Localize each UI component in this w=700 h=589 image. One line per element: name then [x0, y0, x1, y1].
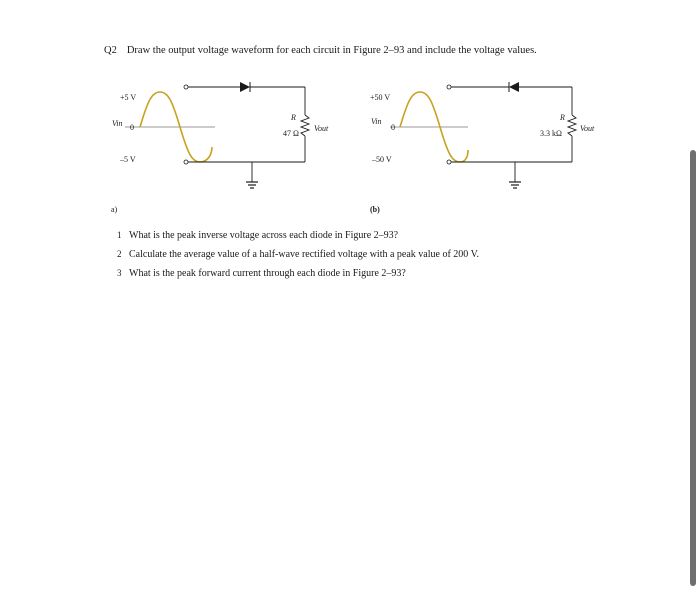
vin-label: Vin: [112, 119, 123, 128]
caption-b: (b): [370, 205, 380, 214]
vneg-label: –50 V: [372, 155, 392, 164]
list-item: [117, 249, 479, 260]
vpos-label: +5 V: [120, 93, 137, 102]
r-label: R: [291, 113, 296, 122]
input-terminal-bottom: [447, 160, 451, 164]
circuit-a: [111, 82, 329, 214]
list-item: [117, 230, 398, 241]
caption-a: a): [111, 205, 118, 214]
list-item: [117, 268, 406, 279]
resistor-b: [568, 115, 576, 136]
figure-2-93: [0, 0, 700, 230]
vin-label: Vin: [371, 117, 382, 126]
vout-label: Vout: [314, 124, 329, 133]
resistor-a: [301, 115, 309, 136]
input-terminal-top: [184, 85, 188, 89]
item-number: 2: [117, 249, 122, 259]
item-text: What is the peak inverse voltage across each diode in Figure 2–93?: [129, 230, 399, 241]
vertical-scrollbar[interactable]: [690, 150, 696, 586]
r-label: R: [560, 113, 565, 122]
question-number: Q2: [104, 45, 117, 56]
input-terminal-top: [447, 85, 451, 89]
item-text: What is the peak forward current through each diode in Figure 2–93?: [129, 268, 406, 279]
item-text: Calculate the average value of a half-wave rectified voltage with a peak value of 200 V.: [129, 249, 480, 260]
ground-symbol: [246, 182, 258, 188]
question-text: Draw the output voltage waveform for each circuit in Figure 2–93 and include the voltage values.: [126, 45, 537, 56]
diode-b: [509, 82, 519, 92]
item-number: 1: [117, 230, 122, 240]
r-value: 47 Ω: [283, 129, 299, 138]
zero-label: 0: [391, 123, 395, 132]
r-value: 3.3 kΩ: [540, 129, 562, 138]
circuit-b: [370, 82, 595, 214]
item-number: 3: [117, 268, 122, 278]
vneg-label: –5 V: [120, 155, 136, 164]
vout-label: Vout: [580, 124, 595, 133]
input-terminal-bottom: [184, 160, 188, 164]
ground-symbol: [509, 182, 521, 188]
vpos-label: +50 V: [370, 93, 391, 102]
diode-a: [240, 82, 250, 92]
zero-label: 0: [130, 123, 134, 132]
